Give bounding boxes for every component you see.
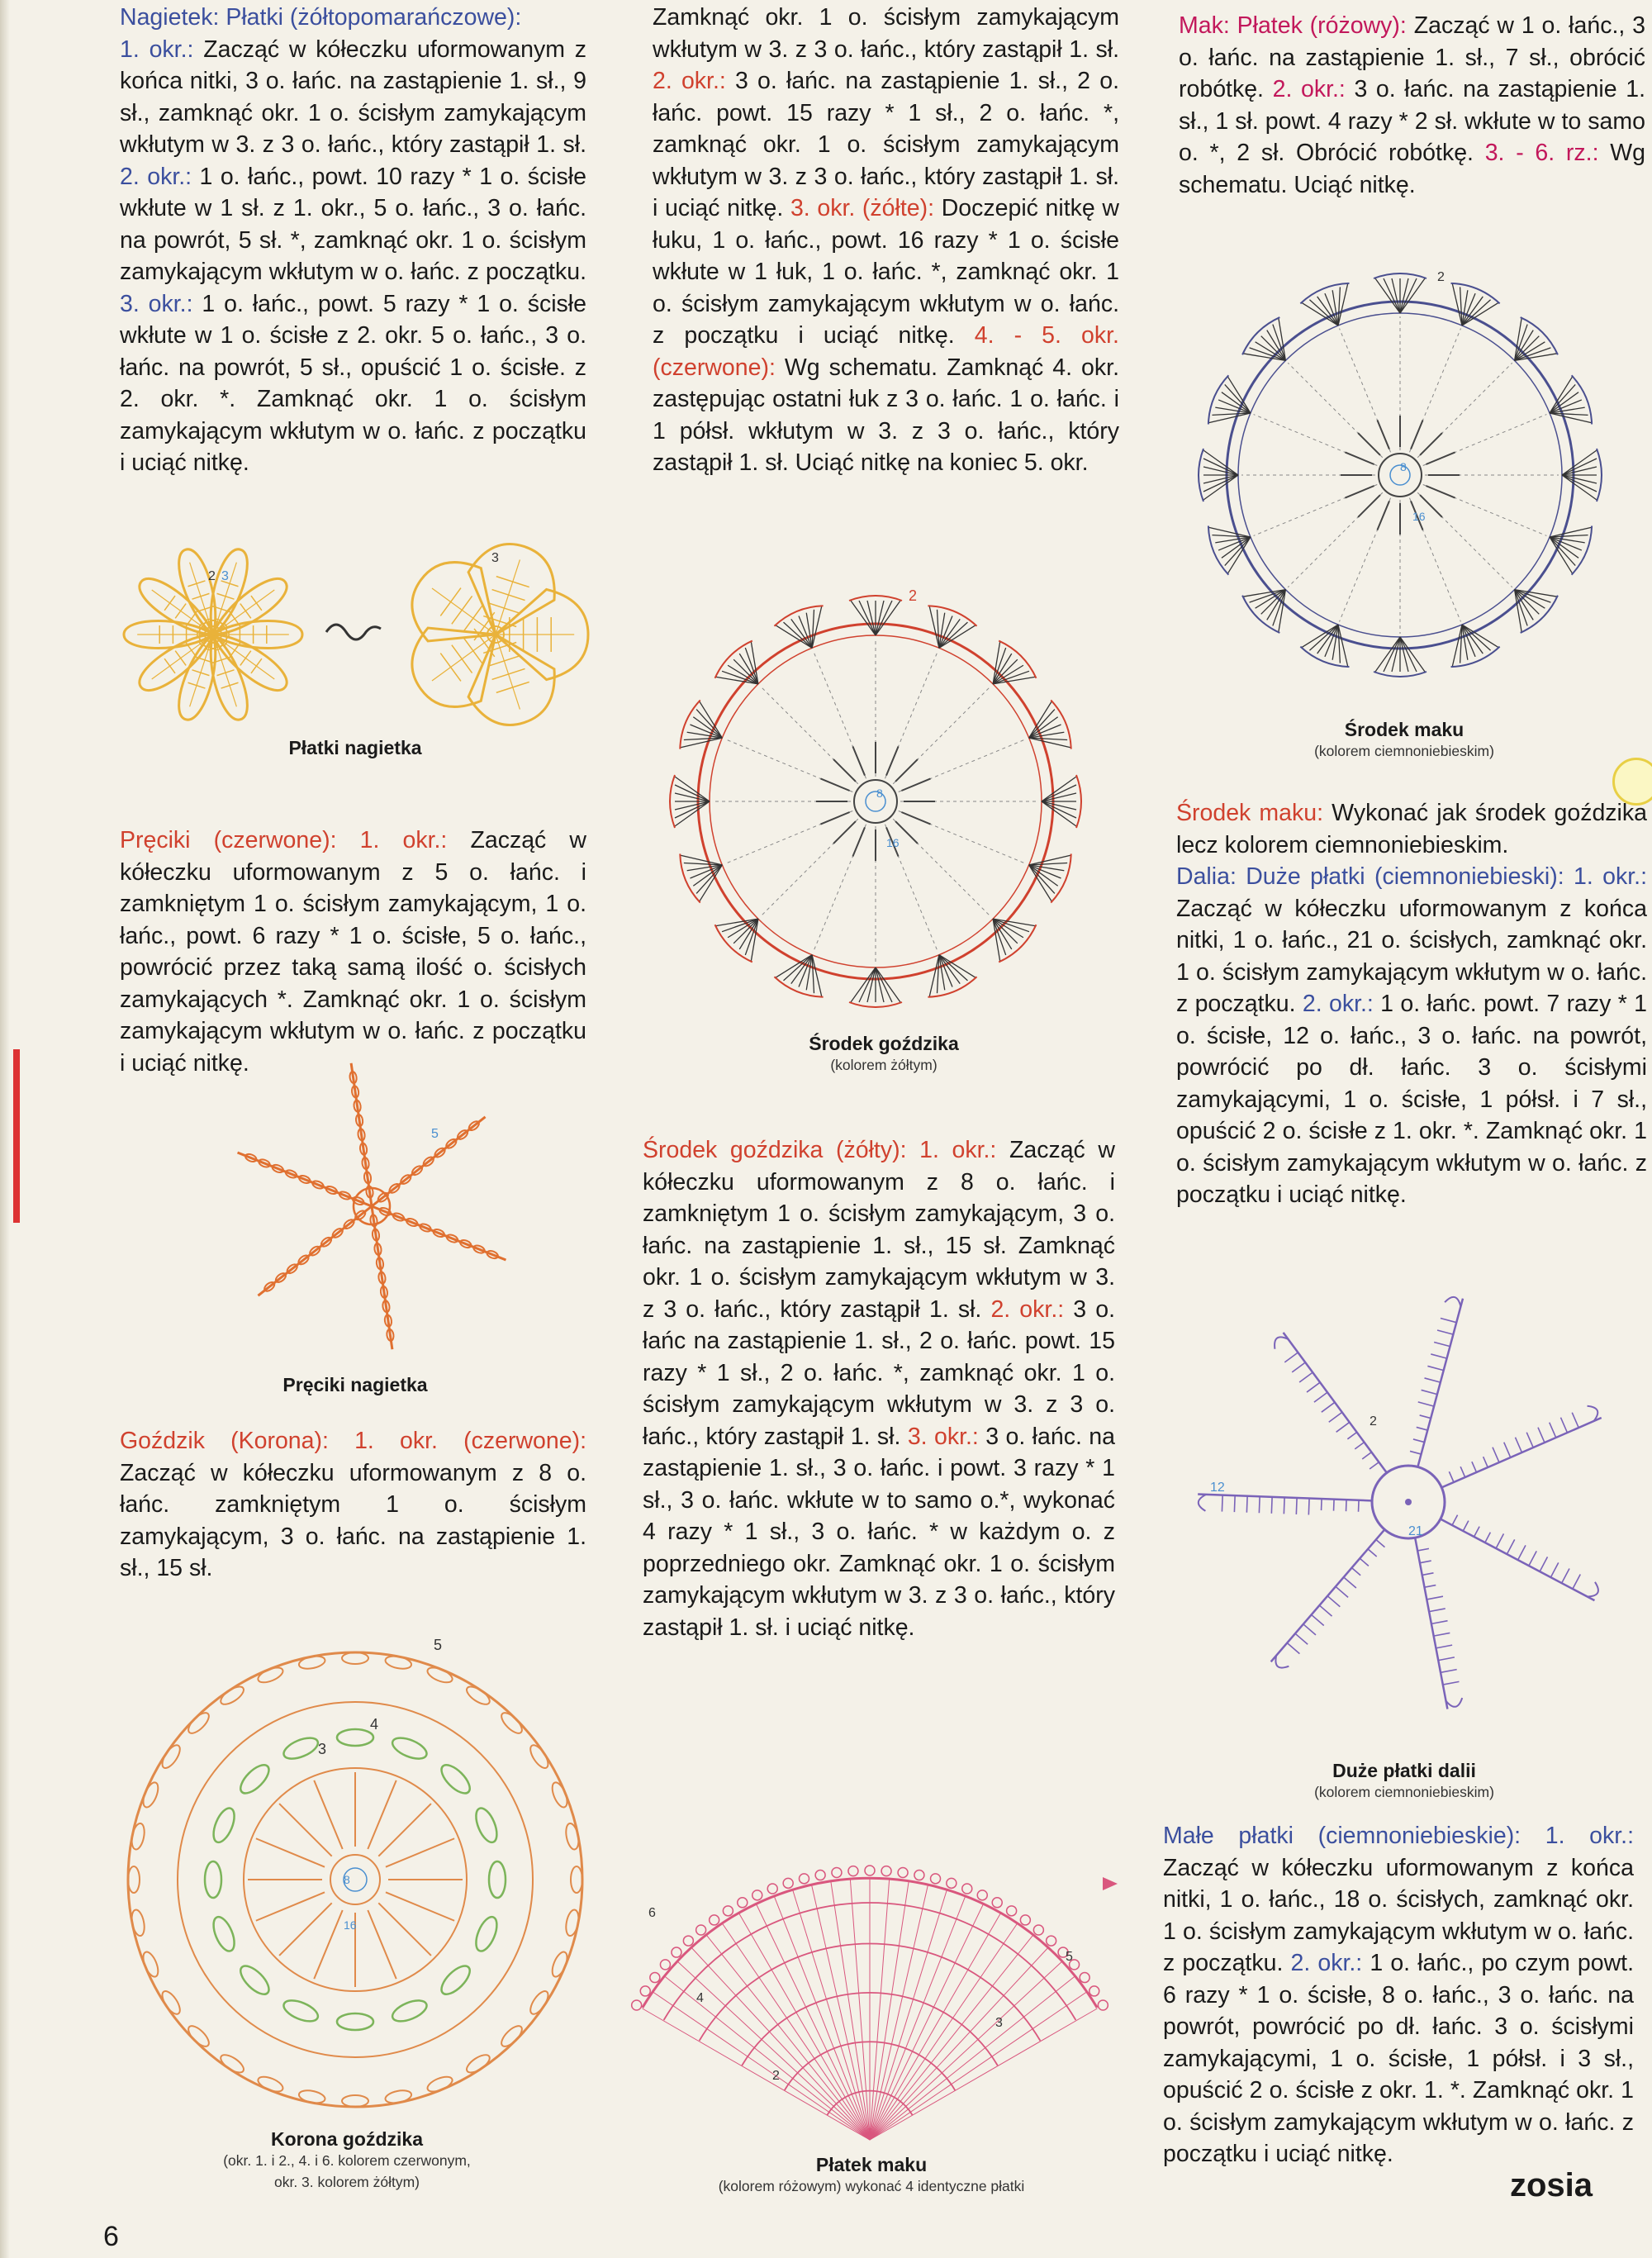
srodek-title: Środek goździka (żółty): 1. okr.: — [643, 1137, 997, 1163]
svg-text:2: 2 — [208, 569, 216, 583]
brand-logo: zosia — [1510, 2167, 1593, 2203]
svg-text:12: 12 — [1210, 1481, 1225, 1495]
svg-text:3: 3 — [995, 2016, 1003, 2030]
svg-text:16: 16 — [1412, 510, 1426, 523]
marigold-stamens-caption: Pręciki nagietka — [282, 1374, 428, 1395]
column-2-center — [643, 1134, 1115, 1643]
svg-text:8: 8 — [876, 787, 883, 800]
margin-marker — [13, 1049, 20, 1223]
marigold-stamens-diagram — [215, 1062, 529, 1376]
column-1-carnation — [120, 1425, 586, 1585]
svg-text:3: 3 — [221, 569, 229, 583]
column-3-small-petals — [1163, 1820, 1634, 2170]
poppy-petal-diagram — [640, 1863, 1099, 2148]
svg-text:21: 21 — [1408, 1524, 1423, 1538]
mak-title: Mak: Płatek (różowy): — [1179, 12, 1407, 39]
svg-text:6: 6 — [648, 1906, 656, 1920]
carnation-center-caption: Środek goździka (kolorem żółtym) — [809, 1033, 959, 1073]
srodek-maku-paragraph: Środek maku: Wykonać jak środek goździka lecz kolorem ciemnoniebieskim. — [1176, 800, 1647, 858]
poppy-petal-caption: Płatek maku (kolorem różowym) wykonać 4 identyczne płatki — [718, 2154, 1025, 2194]
column-1 — [120, 2, 586, 479]
svg-text:4: 4 — [696, 1991, 704, 2005]
svg-text:16: 16 — [344, 1918, 357, 1932]
srodek-maku-title: Środek maku: — [1176, 800, 1324, 826]
svg-text:8: 8 — [344, 1873, 350, 1886]
gozdzik-continued-paragraph: Zamknąć okr. 1 o. ścisłym zamykającym wkłutym w 3. z 3 o. łańc., który zastąpił 1. sł. 2. okr.: 3 o. łańc. na zastąpienie 1. sł., 2 o. łańc. powt. 15 razy * 1 sł., 2 o. łańc. *, zamknąć okr. 1 o. ścisłym zamykającym wkłutym w 3. z 3 o. łańc., który zastąpił 1. sł. i uciąć nitkę. 3. okr. (żółte): Doczepić nitkę w łuku, 1 o. łańc., powt. 16 razy * 1 o. ścisłe wkłute w 1 łuk, 1 o. łańc. *, zamknąć okr. 1 o. ścisłym zamykającym wkłutym w o. łańc. z początku i uciąć nitkę. 4. - 5. okr. (czerwone): Wg schematu. Zamknąć 4. okr. zastępując ostatni łuk z 3 o. łańc. 1 o. łańc. i 1 półsł. wkłutym w 3. z 3 o. łańc., który zastąpił 1. sł. Uciąć nitkę na koniec 5. okr. — [653, 4, 1119, 476]
svg-text:2: 2 — [772, 2069, 780, 2083]
svg-text:5: 5 — [1066, 1950, 1073, 1964]
preciki-title: Pręciki (czerwone): 1. okr.: — [120, 827, 448, 853]
carnation-crown-diagram — [107, 1632, 603, 2127]
dahlia-large-petals-diagram — [1165, 1305, 1644, 1752]
nagietek-title: Nagietek: Płatki (żółtopomarańczowe): — [120, 4, 522, 31]
svg-text:3: 3 — [318, 1741, 327, 1757]
svg-text:2: 2 — [909, 587, 918, 604]
carnation-crown-caption: Korona goździka (okr. 1. i 2., 4. i 6. kolorem czerwonym, okr. 3. kolorem żółtym) — [223, 2128, 471, 2190]
column-1-stamens — [120, 825, 586, 1079]
column-2 — [653, 2, 1119, 479]
svg-text:8: 8 — [1400, 460, 1407, 473]
page-number: 6 — [103, 2221, 119, 2252]
column-3 — [1179, 10, 1645, 201]
gozdzik-paragraph: Goździk (Korona): 1. okr. (czerwone): Zacząć w kółeczku uformowanym z 8 o. łańc. zamkniętym 1 o. ścisłym zamykającym, 3 o. łańc. na zastąpienie 1. sł., 15 sł. — [120, 1428, 586, 1581]
column-3-text — [1176, 797, 1647, 1211]
marigold-petals-diagram — [116, 537, 595, 744]
male-platki-paragraph: Małe płatki (ciemnoniebieskie): 1. okr.: Zacząć w kółeczku uformowanym z końca nitki, 1 o. łańc., 18 o. ścisłych, zamknąć okr. 1 o. ścisłym zamykającym wkłutym w o. łańc. z początku. 2. okr.: 1 o. łańc., po czym powt. 6 razy * 1 o. ścisłe, 8 o. łańc., 3 o. łańc. na powrót, powrócić po dł. łańc. 3 o. ścisłymi zamykającymi, 1 o. ścisłe, 1 półsł. i 3 sł., opuścić 2 o. ścisłe z okr. 1. *. Zamknąć okr. 1 o. ścisłym zamykającym wkłutym w o. łańc. z początku i uciąć nitkę. — [1163, 1823, 1635, 2167]
page-fold-shadow — [0, 0, 10, 2258]
nagietek-paragraph: Nagietek: Płatki (żółtopomarańczowe): 1. okr.: Zacząć w kółeczku uformowanym z końca nitki, 3 o. łańc. na zastąpienie 1. sł., 9 sł., zamknąć okr. 1 o. ścisłym zamykającym wkłutym w 3. z 3 o. łańc., który zastąpił 1. sł. 2. okr.: 1 o. łańc., powt. 10 razy * 1 o. ścisłe wkłute w 1 sł. z 1. okr., 5 o. łańc., 3 o. łańc. na powrót, 5 sł. *, zamknąć okr. 1 o. ścisłym zamykającym wkłutym w o. łańc. z początku. 3. okr.: 1 o. łańc., powt. 5 razy * 1 o. ścisłe wkłute w 1 o. ścisłe z 2. okr. 5 o. łańc., 3 o. łańc. na powrót, 5 sł., opuścić 1 o. ścisłe. z 2. okr. *. Zamknąć okr. 1 o. ścisłym zamykającym wkłutym w o. łańc. z początku i uciąć nitkę. — [120, 4, 587, 476]
preciki-paragraph: Pręciki (czerwone): 1. okr.: Zacząć w kółeczku uformowanym z 5 o. łańc. i zamkniętym 1 o. ścisłym zamykającym, 1 o. łańc., powt. 6 razy * 1 o. ścisłe, 5 o. łańc., powrócić przez taką samą ilość o. ścisłych zamykających *. Zamknąć okr. 1 o. ścisłym zamykającym wkłutym w o. łańc. z początku i uciąć nitkę. — [120, 827, 587, 1077]
gozdzik-title: Goździk (Korona): 1. okr. (czerwone): — [120, 1428, 586, 1454]
svg-text:5: 5 — [431, 1127, 439, 1141]
marigold-petals-caption: Płatki nagietka — [288, 737, 422, 758]
dahlia-large-petals-caption: Duże płatki dalii (kolorem ciemnoniebieskim) — [1314, 1760, 1494, 1800]
svg-text:4: 4 — [370, 1716, 379, 1733]
dalia-paragraph: Dalia: Duże płatki (ciemnoniebieski): 1. okr.: Zacząć w kółeczku uformowanym z końca nitki, 1 o. łańc., 21 o. ścisłych, zamknąć okr. 1 o. ścisłym zamykającym wkłutym w o. łańc. z początku. 2. okr.: 1 o. łańc. powt. 7 razy * 1 o. ścisłe, 12 o. łańc., 3 o. łańc. na powrót, powrócić po dł. łańc. 3 o. ścisłymi zamykającymi, 1 o. ścisłe, 1 półsł. i 7 sł., opuścić 2 o. ścisłe z 1. okr. *. Zamknąć okr. 1 o. ścisłym zamykającym wkłutym w o. łańc. z początku i uciąć nitkę. — [1176, 863, 1647, 1208]
dalia-title: Dalia: Duże płatki (ciemnoniebieski): 1. okr.: — [1176, 863, 1647, 890]
poppy-center-diagram — [1177, 248, 1631, 702]
male-platki-title: Małe płatki (ciemnoniebieskie): 1. okr.: — [1163, 1823, 1634, 1849]
svg-text:2: 2 — [1370, 1414, 1377, 1428]
svg-text:5: 5 — [434, 1637, 443, 1653]
mak-paragraph: Mak: Płatek (różowy): Zacząć w 1 o. łańc., 3 o. łańc. na zastąpienie 1. sł., 7 sł., obrócić robótkę. 2. okr.: 3 o. łańc. na zastąpienie 1. sł., 1 sł. powt. 4 razy * 2 sł. wkłute w to samo o. *, 2 sł. Obrócić robótkę. 3. - 6. rz.: Wg schematu. Uciąć nitkę. — [1179, 12, 1645, 198]
carnation-center-diagram — [657, 582, 1111, 1037]
svg-text:3: 3 — [491, 551, 499, 565]
svg-text:16: 16 — [886, 836, 900, 849]
poppy-center-caption: Środek maku (kolorem ciemnoniebieskim) — [1314, 719, 1494, 759]
svg-text:2: 2 — [1437, 270, 1445, 284]
srodek-paragraph: Środek goździka (żółty): 1. okr.: Zacząć w kółeczku uformowanym z 8 o. łańc. i zamkniętym 1 o. ścisłym zamykającym, 3 o. łańc. na zastąpienie 1. sł., 15 sł. Zamknąć okr. 1 o. ścisłym zamykającym wkłutym w 3. z 3 o. łańc., który zastąpił 1. sł. 2. okr.: 3 o. łańc na zastąpienie 1. sł., 2 o. łańc. powt. 15 razy * 1 sł., 2 o. łańc. *, zamknąć okr. 1 o. ścisłym zamykającym wkłutym w 3. z 3 o. łańc., który zastąpił 1. sł. 3. okr.: 3 o. łańc. na zastąpienie 1. sł., 3 o. łańc. i powt. 3 razy * 1 sł., 3 o. łańc. wkłute w to samo o.*, wykonać 4 razy * 1 sł., 3 o. łańc. * w każdym o. z poprzedniego okr. Zamknąć okr. 1 o. ścisłym zamykającym wkłutym w 3. z 3 o. łańc., który zastąpił 1. sł. i uciąć nitkę. — [643, 1137, 1115, 1641]
